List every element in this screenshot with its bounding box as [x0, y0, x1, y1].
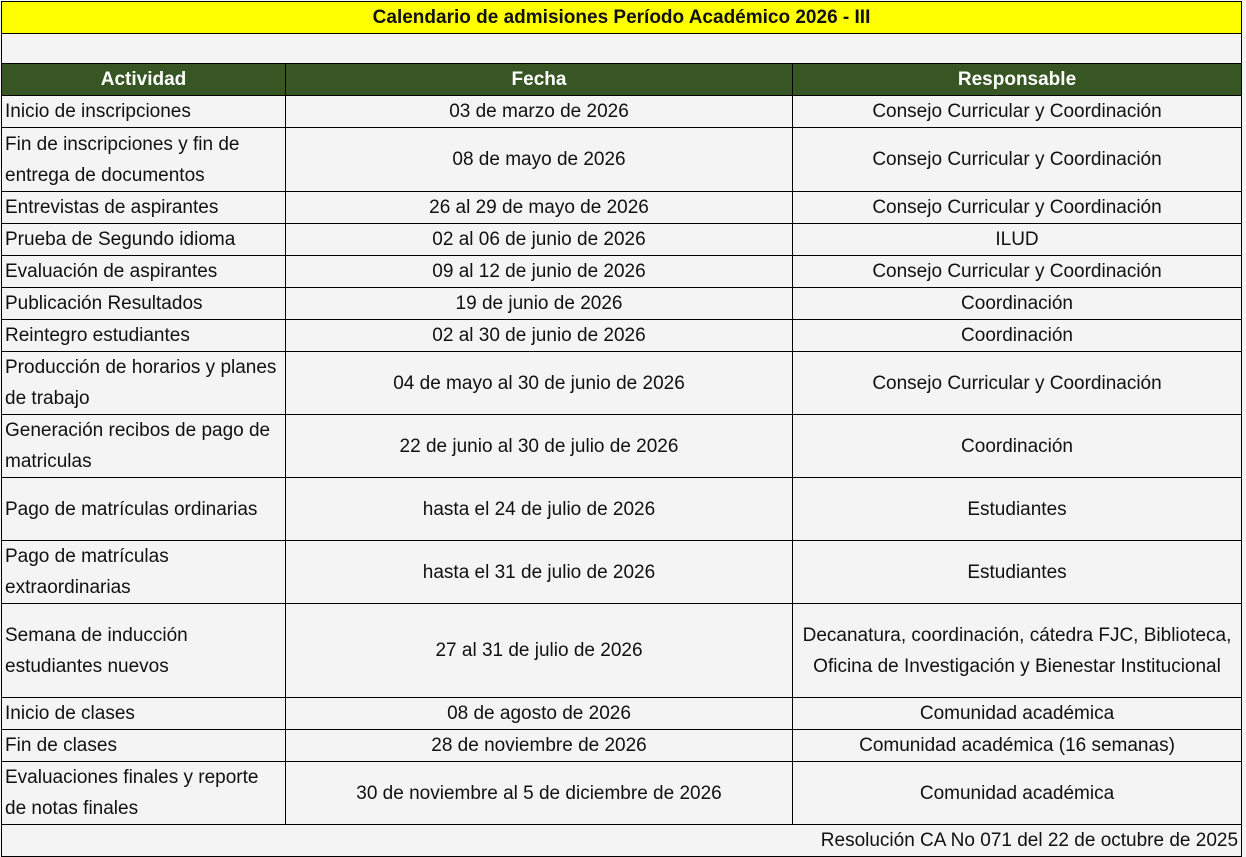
cell-actividad: Entrevistas de aspirantes [2, 192, 286, 224]
cell-responsable: Coordinación [793, 415, 1242, 478]
cell-fecha: 09 al 12 de junio de 2026 [286, 256, 793, 288]
cell-actividad: Inicio de clases [2, 698, 286, 730]
cell-responsable: Estudiantes [793, 478, 1242, 541]
cell-fecha: 08 de agosto de 2026 [286, 698, 793, 730]
table-row [2, 256, 1242, 288]
table-row [2, 320, 1242, 352]
header-row [2, 64, 1242, 96]
cell-fecha: 19 de junio de 2026 [286, 288, 793, 320]
cell-responsable: Estudiantes [793, 541, 1242, 604]
table-row [2, 762, 1242, 825]
footer-row [2, 825, 1242, 857]
cell-fecha: 04 de mayo al 30 de junio de 2026 [286, 352, 793, 415]
cell-actividad: Fin de clases [2, 730, 286, 762]
cell-actividad: Pago de matrículas extraordinarias [2, 541, 286, 604]
cell-actividad: Evaluaciones finales y reporte de notas finales [2, 762, 286, 825]
table-row [2, 288, 1242, 320]
cell-fecha: 27 al 31 de julio de 2026 [286, 604, 793, 698]
cell-responsable: Comunidad académica [793, 698, 1242, 730]
cell-fecha: hasta el 24 de julio de 2026 [286, 478, 793, 541]
cell-fecha: 03 de marzo de 2026 [286, 96, 793, 128]
cell-responsable: Consejo Curricular y Coordinación [793, 256, 1242, 288]
table-row [2, 478, 1242, 541]
cell-fecha: hasta el 31 de julio de 2026 [286, 541, 793, 604]
table-row [2, 730, 1242, 762]
cell-responsable: Decanatura, coordinación, cátedra FJC, Biblioteca, Oficina de Investigación y Bienestar Institucional [793, 604, 1242, 698]
table-row [2, 541, 1242, 604]
cell-responsable: Consejo Curricular y Coordinación [793, 192, 1242, 224]
cell-actividad: Prueba de Segundo idioma [2, 224, 286, 256]
cell-actividad: Evaluación de aspirantes [2, 256, 286, 288]
table-row [2, 698, 1242, 730]
cell-responsable: Coordinación [793, 288, 1242, 320]
cell-actividad: Fin de inscripciones y fin de entrega de documentos [2, 128, 286, 192]
header-actividad: Actividad [2, 64, 286, 96]
cell-actividad: Producción de horarios y planes de trabajo [2, 352, 286, 415]
cell-actividad: Semana de inducción estudiantes nuevos [2, 604, 286, 698]
cell-actividad: Pago de matrículas ordinarias [2, 478, 286, 541]
cell-fecha: 02 al 06 de junio de 2026 [286, 224, 793, 256]
title-row [2, 2, 1242, 34]
table-row [2, 415, 1242, 478]
cell-fecha: 02 al 30 de junio de 2026 [286, 320, 793, 352]
cell-fecha: 08 de mayo de 2026 [286, 128, 793, 192]
table-row [2, 352, 1242, 415]
cell-fecha: 28 de noviembre de 2026 [286, 730, 793, 762]
cell-responsable: Consejo Curricular y Coordinación [793, 128, 1242, 192]
header-fecha: Fecha [286, 64, 793, 96]
cell-actividad: Generación recibos de pago de matriculas [2, 415, 286, 478]
cell-actividad: Inicio de inscripciones [2, 96, 286, 128]
header-responsable: Responsable [793, 64, 1242, 96]
resolution-note: Resolución CA No 071 del 22 de octubre de 2025 [2, 825, 1242, 857]
admissions-calendar-table [1, 1, 1242, 857]
blank-row [2, 34, 1242, 64]
cell-responsable: Comunidad académica [793, 762, 1242, 825]
table-title: Calendario de admisiones Período Académico 2026 - III [2, 2, 1242, 34]
cell-actividad: Publicación Resultados [2, 288, 286, 320]
cell-responsable: ILUD [793, 224, 1242, 256]
table-row [2, 128, 1242, 192]
cell-responsable: Consejo Curricular y Coordinación [793, 352, 1242, 415]
table-row [2, 96, 1242, 128]
table-row [2, 192, 1242, 224]
cell-fecha: 30 de noviembre al 5 de diciembre de 2026 [286, 762, 793, 825]
cell-responsable: Comunidad académica (16 semanas) [793, 730, 1242, 762]
cell-fecha: 26 al 29 de mayo de 2026 [286, 192, 793, 224]
table-row [2, 224, 1242, 256]
table-row [2, 604, 1242, 698]
cell-actividad: Reintegro estudiantes [2, 320, 286, 352]
cell-responsable: Coordinación [793, 320, 1242, 352]
cell-responsable: Consejo Curricular y Coordinación [793, 96, 1242, 128]
cell-fecha: 22 de junio al 30 de julio de 2026 [286, 415, 793, 478]
